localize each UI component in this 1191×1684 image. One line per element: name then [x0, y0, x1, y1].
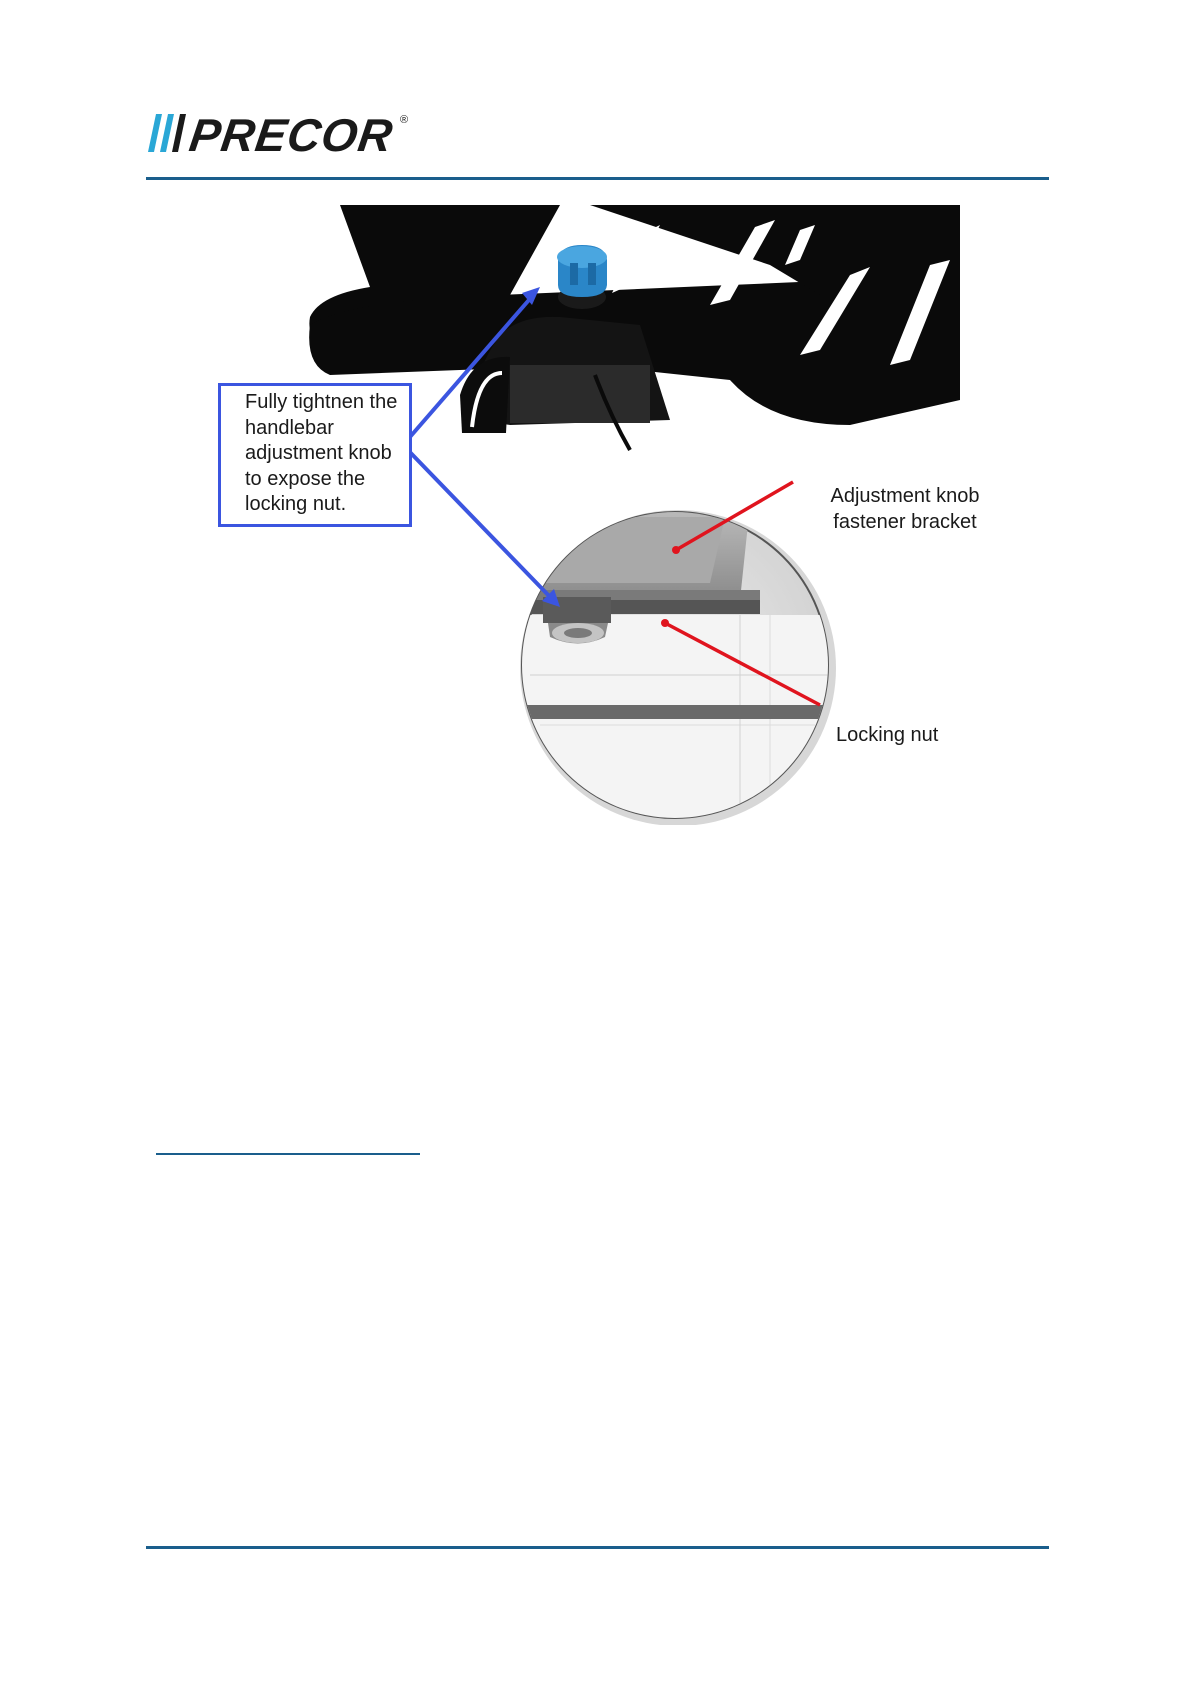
label-locking-nut: Locking nut	[836, 724, 939, 746]
label-line: fastener bracket	[833, 510, 977, 533]
callout-line: Fully tightnen the	[245, 391, 398, 413]
label-fastener-bracket	[800, 484, 1010, 535]
brand-name: PRECOR	[186, 109, 397, 161]
callout-line: handlebar	[245, 416, 334, 439]
logo-stripes-icon	[148, 114, 192, 154]
magnified-view	[460, 505, 850, 825]
registered-mark: ®	[400, 114, 409, 126]
callout-text	[245, 390, 415, 518]
callout-line: adjustment knob	[245, 442, 392, 464]
precor-logo	[148, 109, 418, 164]
link-underline[interactable]	[156, 1153, 420, 1155]
footer-rule	[146, 1546, 1049, 1549]
label-line: Adjustment knob	[830, 485, 980, 507]
header-rule	[146, 177, 1049, 180]
callout-line: locking nut.	[245, 493, 347, 515]
adjustment-knob-icon	[557, 245, 607, 309]
callout-line: to expose the	[245, 467, 366, 490]
